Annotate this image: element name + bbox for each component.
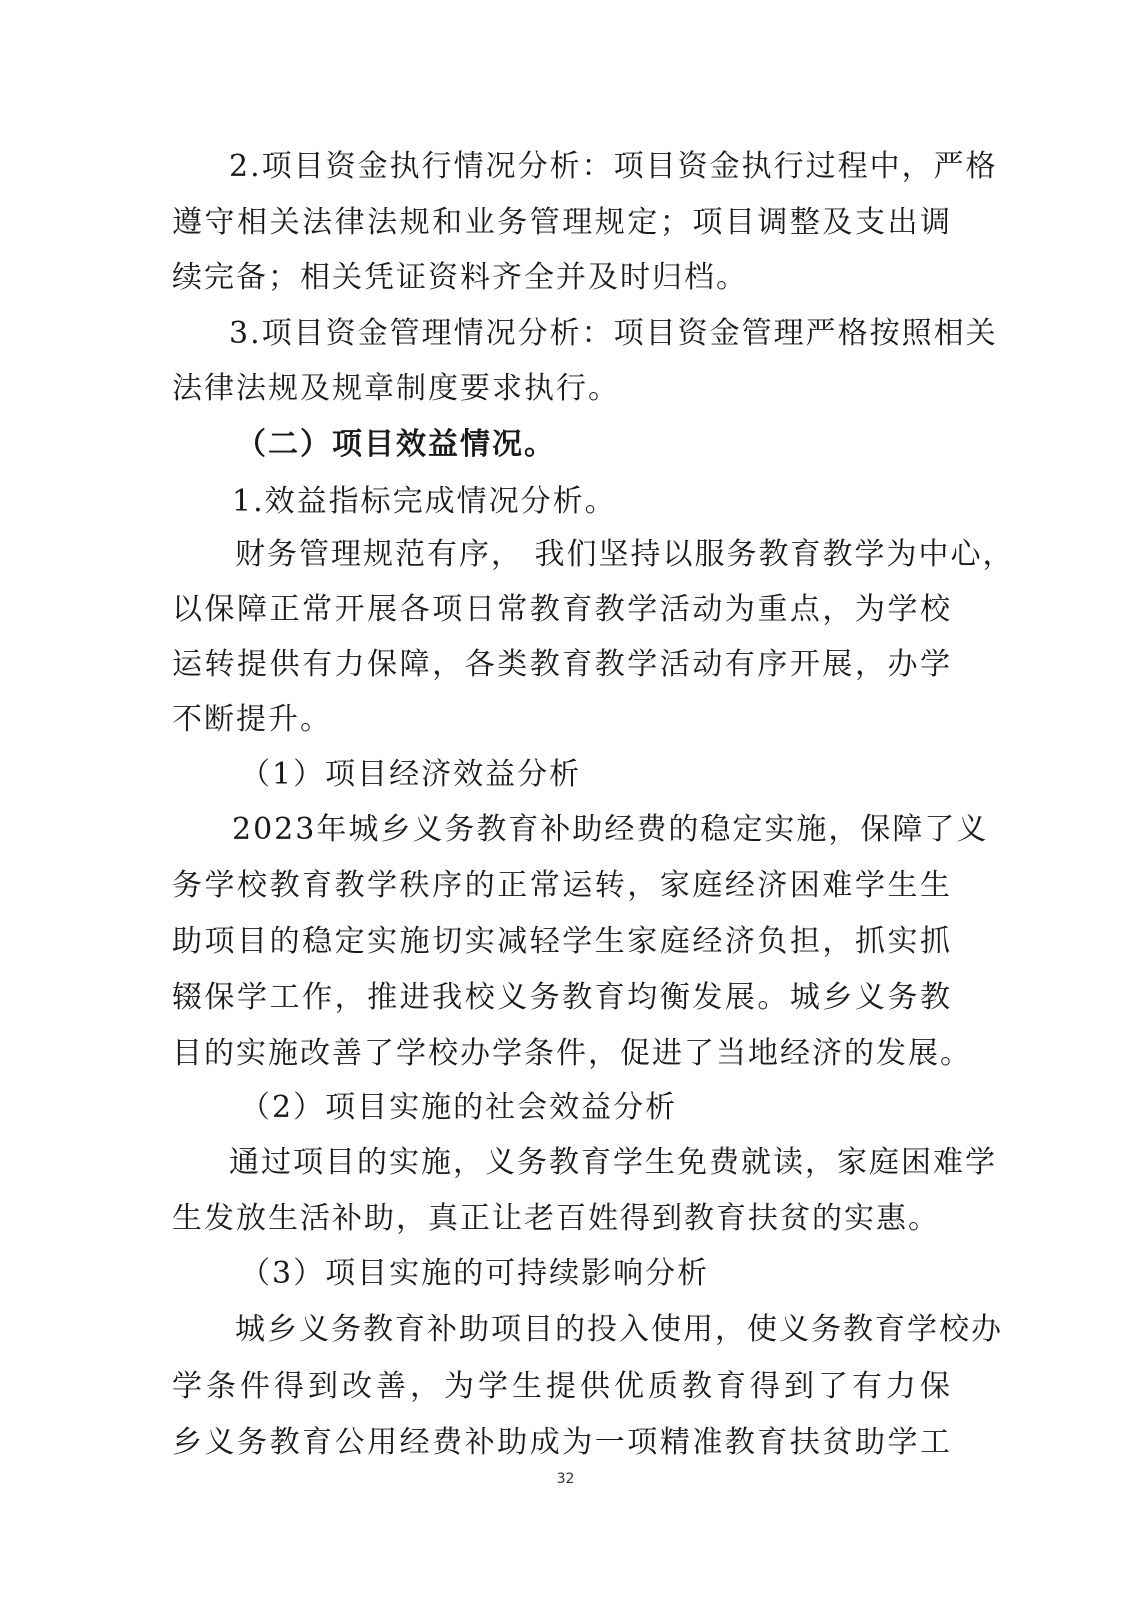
paragraph-line-1: 2.项目资金执行情况分析：项目资金执行过程中，严格	[229, 149, 998, 184]
item-heading-1: （1）项目经济效益分析	[240, 757, 582, 792]
paragraph-line-15: 助项目的稳定实施切实减轻学生家庭经济负担，抓实抓	[172, 924, 952, 959]
paragraph-line-13: 2023年城乡义务教育补助经费的稳定实施，保障了义	[232, 812, 989, 847]
page-number: 32	[556, 1471, 575, 1487]
paragraph-line-11: 不断提升。	[172, 702, 332, 737]
paragraph-line-17: 目的实施改善了学校办学条件，促进了当地经济的发展。	[172, 1036, 972, 1071]
item-heading-2: （2）项目实施的社会效益分析	[240, 1090, 678, 1125]
paragraph-line-23: 学条件得到改善，为学生提供优质教育得到了有力保	[172, 1369, 952, 1404]
paragraph-line-19: 通过项目的实施，义务教育学生免费就读，家庭困难学	[229, 1145, 997, 1180]
paragraph-line-3: 续完备；相关凭证资料齐全并及时归档。	[172, 260, 748, 295]
paragraph-line-5: 法律法规及规章制度要求执行。	[172, 371, 620, 406]
paragraph-line-4: 3.项目资金管理情况分析：项目资金管理严格按照相关	[229, 316, 998, 351]
paragraph-line-9: 以保障正常开展各项日常教育教学活动为重点，为学校	[172, 592, 952, 627]
paragraph-line-14: 务学校教育教学秩序的正常运转，家庭经济困难学生生	[172, 868, 952, 903]
paragraph-line-16: 辍保学工作，推进我校义务教育均衡发展。城乡义务教	[172, 980, 952, 1015]
paragraph-line-22: 城乡义务教育补助项目的投入使用，使义务教育学校办	[235, 1312, 1003, 1347]
section-heading: （二）项目效益情况。	[236, 427, 556, 462]
paragraph-line-8: 财务管理规范有序， 我们坚持以服务教育教学为中心，	[235, 537, 1015, 572]
paragraph-line-20: 生发放生活补助，真正让老百姓得到教育扶贫的实惠。	[172, 1201, 940, 1236]
paragraph-line-24: 乡义务教育公用经费补助成为一项精准教育扶贫助学工	[172, 1425, 952, 1460]
subsection-heading: 1.效益指标完成情况分析。	[232, 484, 617, 519]
item-heading-3: （3）项目实施的可持续影响分析	[240, 1256, 710, 1291]
paragraph-line-2: 遵守相关法律法规和业务管理规定；项目调整及支出调	[172, 205, 952, 240]
paragraph-line-10: 运转提供有力保障，各类教育教学活动有序开展，办学	[172, 647, 952, 682]
